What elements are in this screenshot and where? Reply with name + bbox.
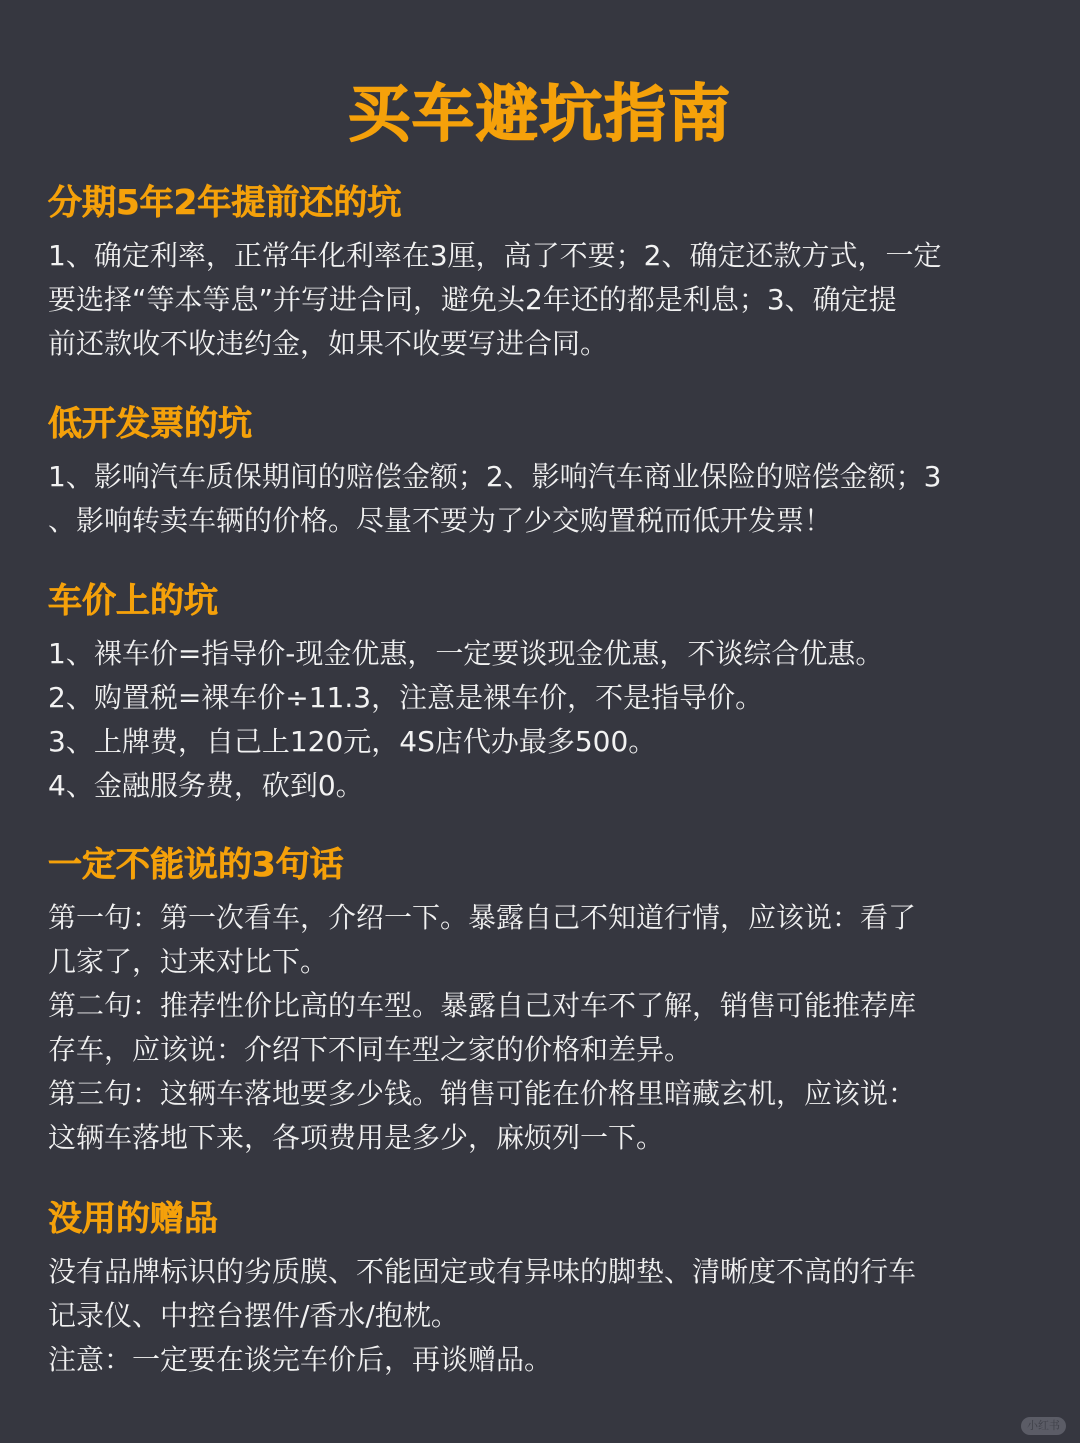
body-line: 第一句：第一次看车，介绍一下。暴露自己不知道行情，应该说：看了 xyxy=(48,901,917,934)
section-low-invoice xyxy=(48,402,1038,543)
section-heading: 一定不能说的3句话 xyxy=(48,845,344,885)
body-line: 1、裸车价=指导价-现金优惠，一定要谈现金优惠，不谈综合优惠。 xyxy=(48,637,884,670)
section-installment xyxy=(48,181,1038,366)
body-line: 前还款收不收违约金，如果不收要写进合同。 xyxy=(48,327,609,360)
body-line: 没有品牌标识的劣质膜、不能固定或有异味的脚垫、清晰度不高的行车 xyxy=(48,1255,917,1288)
body-line: 这辆车落地下来，各项费用是多少，麻烦列一下。 xyxy=(48,1121,665,1154)
page-title: 买车避坑指南 xyxy=(347,77,732,150)
section-heading: 分期5年2年提前还的坑 xyxy=(48,183,402,223)
body-line: 存车，应该说：介绍下不同车型之家的价格和差异。 xyxy=(48,1033,693,1066)
body-line: 第二句：推荐性价比高的车型。暴露自己对车不了解，销售可能推荐库 xyxy=(48,989,917,1022)
body-line: 3、上牌费，自己上120元，4S店代办最多500。 xyxy=(48,725,657,758)
section-three-phrases xyxy=(48,843,1038,1160)
section-car-price xyxy=(48,579,1038,808)
section-body xyxy=(48,1250,1038,1382)
body-line: 4、金融服务费，砍到0。 xyxy=(48,769,364,802)
section-body xyxy=(48,455,1038,543)
watermark-badge: 小红书 xyxy=(1021,1417,1066,1435)
body-line: 要选择“等本等息”并写进合同，避免头2年还的都是利息；3、确定提 xyxy=(48,283,897,316)
section-heading: 低开发票的坑 xyxy=(48,404,252,444)
body-line: 2、购置税=裸车价÷11.3，注意是裸车价，不是指导价。 xyxy=(48,681,764,714)
body-line: 记录仪、中控台摆件/香水/抱枕。 xyxy=(48,1299,459,1332)
section-body xyxy=(48,234,1038,366)
section-heading: 没用的赠品 xyxy=(48,1199,218,1239)
body-line: 、影响转卖车辆的价格。尽量不要为了少交购置税而低开发票！ xyxy=(48,504,833,537)
section-body xyxy=(48,632,1038,808)
section-heading: 车价上的坑 xyxy=(48,581,218,621)
body-line: 几家了，过来对比下。 xyxy=(48,945,329,978)
section-useless-gifts xyxy=(48,1197,1038,1382)
section-body xyxy=(48,896,1038,1160)
body-line: 注意：一定要在谈完车价后，再谈赠品。 xyxy=(48,1343,553,1376)
body-line: 第三句：这辆车落地要多少钱。销售可能在价格里暗藏玄机，应该说： xyxy=(48,1077,917,1110)
body-line: 1、确定利率，正常年化利率在3厘，高了不要；2、确定还款方式，一定 xyxy=(48,239,942,272)
body-line: 1、影响汽车质保期间的赔偿金额；2、影响汽车商业保险的赔偿金额；3 xyxy=(48,460,942,493)
